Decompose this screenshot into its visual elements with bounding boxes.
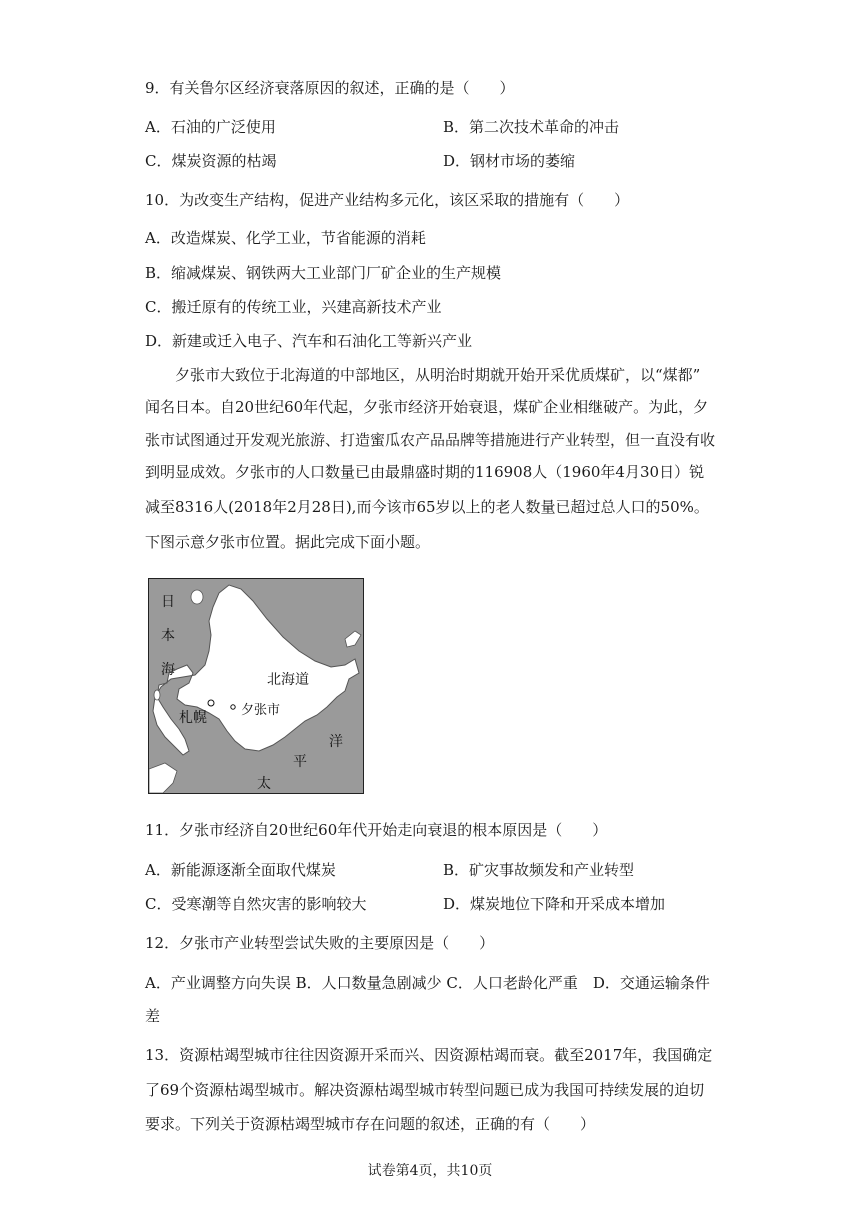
sea-of-japan-label-1: 日 xyxy=(161,594,175,610)
q9-option-c: C．煤炭资源的枯竭 xyxy=(145,152,277,170)
q10-option-b: B．缩减煤炭、钢铁两大工业部门厂矿企业的生产规模 xyxy=(145,264,502,282)
yubari-label: 夕张市 xyxy=(241,703,281,718)
q10-option-d: D．新建或迁入电子、汽车和石油化工等新兴产业 xyxy=(145,332,473,350)
yubari-marker xyxy=(231,705,235,709)
passage-line-2: 闻名日本。自20世纪60年代起，夕张市经济开始衰退，煤矿企业相继破产。为此，夕 xyxy=(145,398,709,416)
kuril-island-shape xyxy=(345,631,361,647)
passage-line-5: 减至8316人(2018年2月28日),而今该市65岁以上的老人数量已超过总人口的50%。 xyxy=(145,498,709,516)
passage-line-6: 下图示意夕张市位置。据此完成下面小题。 xyxy=(145,533,431,551)
q13-line-3: 要求。下列关于资源枯竭型城市存在问题的叙述，正确的有（ ） xyxy=(145,1115,596,1133)
sapporo-label: 札幌 xyxy=(179,710,207,726)
q13-line-2: 了69个资源枯竭型城市。解决资源枯竭型城市转型问题已成为我国可持续发展的迫切 xyxy=(145,1081,705,1099)
q12-options-wrap: 差 xyxy=(145,1007,161,1025)
q12-stem: 12．夕张市产业转型尝试失败的主要原因是（ ） xyxy=(145,934,495,952)
passage-line-4: 到明显成效。夕张市的人口数量已由最鼎盛时期的116908人（1960年4月30日）锐 xyxy=(145,463,705,481)
page-footer: 试卷第4页，共10页 xyxy=(367,1163,493,1179)
q11-stem: 11．夕张市经济自20世纪60年代开始走向衰退的根本原因是（ ） xyxy=(145,821,608,839)
passage-line-3: 张市试图通过开发观光旅游、打造蜜瓜农产品品牌等措施进行产业转型，但一直没有收 xyxy=(145,431,716,449)
hokkaido-map-drawing xyxy=(149,579,363,793)
q11-option-a: A．新能源逐渐全面取代煤炭 xyxy=(145,861,336,879)
passage-line-1: 夕张市大致位于北海道的中部地区，从明治时期就开始开采优质煤矿，以“煤都” xyxy=(145,366,701,384)
hokkaido-island-shape xyxy=(153,585,359,755)
q9-stem: 9．有关鲁尔区经济衰落原因的叙述，正确的是（ ） xyxy=(145,79,515,97)
pacific-label-1: 洋 xyxy=(329,734,343,750)
pacific-label-3: 太 xyxy=(257,776,271,792)
pacific-label-2: 平 xyxy=(293,754,307,770)
q9-option-d: D．钢材市场的萎缩 xyxy=(443,152,576,170)
q10-option-c: C．搬迁原有的传统工业，兴建高新技术产业 xyxy=(145,298,442,316)
sapporo-marker xyxy=(208,700,214,706)
q11-option-c: C．受寒潮等自然灾害的影响较大 xyxy=(145,895,367,913)
q12-options: A．产业调整方向失误 B．人口数量急剧减少 C．人口老龄化严重 D．交通运输条件 xyxy=(145,974,710,992)
q13-line-1: 13．资源枯竭型城市往往因资源开采而兴、因资源枯竭而衰。截至2017年，我国确定 xyxy=(145,1046,713,1064)
q10-stem: 10．为改变生产结构，促进产业结构多元化，该区采取的措施有（ ） xyxy=(145,191,630,209)
q9-option-a: A．石油的广泛使用 xyxy=(145,118,276,136)
honshu-tip-shape xyxy=(149,763,177,793)
q11-option-b: B．矿灾事故频发和产业转型 xyxy=(443,861,635,879)
hokkaido-map xyxy=(148,578,364,794)
rishiri-island-shape xyxy=(191,590,203,604)
q9-option-b: B．第二次技术革命的冲击 xyxy=(443,118,620,136)
q11-option-d: D．煤炭地位下降和开采成本增加 xyxy=(443,895,666,913)
sea-of-japan-label-3: 海 xyxy=(161,662,175,678)
hokkaido-label: 北海道 xyxy=(267,672,309,688)
okushiri-island-shape xyxy=(154,690,160,700)
sea-of-japan-label-2: 本 xyxy=(161,628,175,644)
q10-option-a: A．改造煤炭、化学工业，节省能源的消耗 xyxy=(145,229,426,247)
